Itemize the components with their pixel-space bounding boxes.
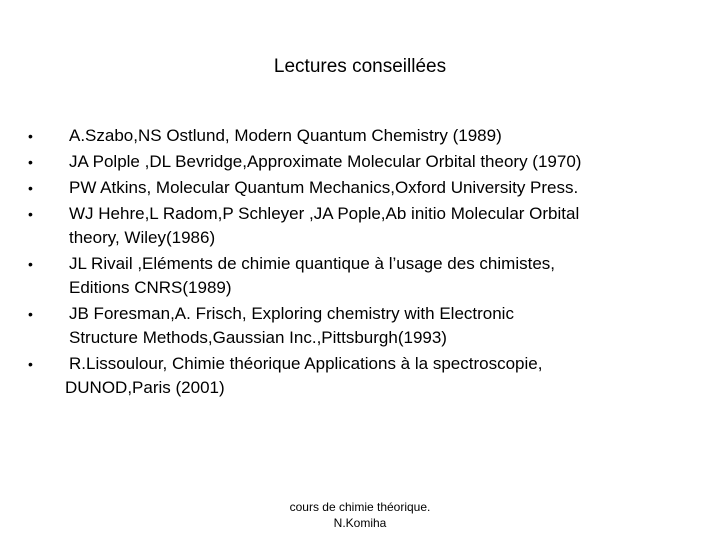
reference-text-continued: DUNOD,Paris (2001) <box>65 378 225 397</box>
list-item <box>28 150 698 174</box>
reference-text-continued: Editions CNRS(1989) <box>69 278 232 297</box>
bullet-icon: • <box>28 180 33 196</box>
list-item <box>28 352 698 400</box>
bullet-icon: • <box>28 206 33 222</box>
reference-text: JL Rivail ,Eléments de chimie quantique à l’usage des chimistes, <box>69 254 556 273</box>
reference-list <box>28 124 698 402</box>
reference-text: JB Foresman,A. Frisch, Exploring chemistry with Electronic <box>69 304 514 323</box>
bullet-icon: • <box>28 306 33 322</box>
slide-title: Lectures conseillées <box>273 56 447 77</box>
bullet-icon: • <box>28 154 33 170</box>
footer-author: N.Komiha <box>333 516 387 530</box>
list-item <box>28 176 698 200</box>
footer-course: cours de chimie théorique. <box>289 500 431 514</box>
list-item <box>28 252 698 300</box>
bullet-icon: • <box>28 356 33 372</box>
list-item <box>28 302 698 350</box>
reference-text: R.Lissoulour, Chimie théorique Applications à la spectroscopie, <box>69 354 543 373</box>
list-item <box>28 202 698 250</box>
bullet-icon: • <box>28 128 33 144</box>
reference-text: A.Szabo,NS Ostlund, Modern Quantum Chemistry (1989) <box>69 126 502 145</box>
slide-footer <box>230 499 490 531</box>
reference-text: WJ Hehre,L Radom,P Schleyer ,JA Pople,Ab initio Molecular Orbital <box>69 204 580 223</box>
bullet-icon: • <box>28 256 33 272</box>
reference-text-continued: Structure Methods,Gaussian Inc.,Pittsburgh(1993) <box>69 328 447 347</box>
list-item <box>28 124 698 148</box>
reference-text: PW Atkins, Molecular Quantum Mechanics,Oxford University Press. <box>69 178 579 197</box>
reference-text-continued: theory, Wiley(1986) <box>69 228 216 247</box>
reference-text: JA Polple ,DL Bevridge,Approximate Molecular Orbital theory (1970) <box>69 152 582 171</box>
